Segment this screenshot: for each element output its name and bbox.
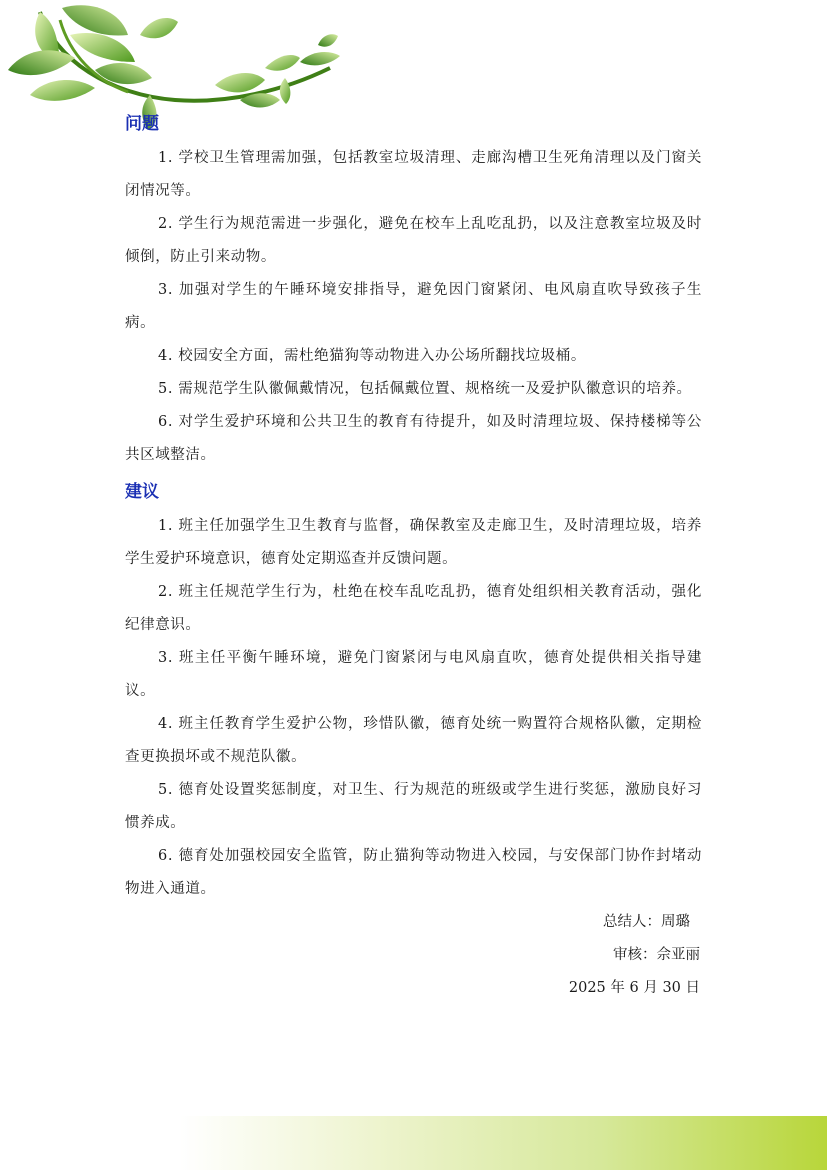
document-body xyxy=(125,110,702,1005)
problem-item-6: 6. 对学生爱护环境和公共卫生的教育有待提升，如及时清理垃圾、保持楼梯等公共区域整洁。 xyxy=(125,414,702,463)
footer-gradient-bar xyxy=(180,1116,827,1170)
problem-item-3: 3. 加强对学生的午睡环境安排指导，避免因门窗紧闭、电风扇直吹导致孩子生病。 xyxy=(125,282,702,331)
suggestion-item-3: 3. 班主任平衡午睡环境，避免门窗紧闭与电风扇直吹，德育处提供相关指导建议。 xyxy=(125,650,702,699)
suggestion-item-1: 1. 班主任加强学生卫生教育与监督，确保教室及走廊卫生，及时清理垃圾，培养学生爱护环境意识，德育处定期巡查并反馈问题。 xyxy=(125,518,702,567)
summarizer-line: 总结人：周璐 xyxy=(603,914,690,930)
suggestion-item-4: 4. 班主任教育学生爱护公物，珍惜队徽，德育处统一购置符合规格队徽，定期检查更换损坏或不规范队徽。 xyxy=(125,716,702,765)
problem-item-1: 1. 学校卫生管理需加强，包括教室垃圾清理、走廊沟槽卫生死角清理以及门窗关闭情况等。 xyxy=(125,150,702,199)
problem-item-4: 4. 校园安全方面，需杜绝猫狗等动物进入办公场所翻找垃圾桶。 xyxy=(158,348,586,364)
suggestions-heading: 建议 xyxy=(125,482,159,502)
suggestion-item-2: 2. 班主任规范学生行为，杜绝在校车乱吃乱扔，德育处组织相关教育活动，强化纪律意识。 xyxy=(125,584,702,633)
suggestion-item-5: 5. 德育处设置奖惩制度，对卫生、行为规范的班级或学生进行奖惩，激励良好习惯养成。 xyxy=(125,782,702,831)
problem-item-2: 2. 学生行为规范需进一步强化，避免在校车上乱吃乱扔，以及注意教室垃圾及时倾倒，防止引来动物。 xyxy=(125,216,702,265)
date-line: 2025 年 6 月 30 日 xyxy=(568,980,700,996)
problems-heading: 问题 xyxy=(125,114,159,134)
problem-item-5: 5. 需规范学生队徽佩戴情况，包括佩戴位置、规格统一及爱护队徽意识的培养。 xyxy=(158,381,692,397)
reviewer-line: 审核：佘亚丽 xyxy=(613,947,700,963)
suggestion-item-6: 6. 德育处加强校园安全监管，防止猫狗等动物进入校园，与安保部门协作封堵动物进入通道。 xyxy=(125,848,702,897)
